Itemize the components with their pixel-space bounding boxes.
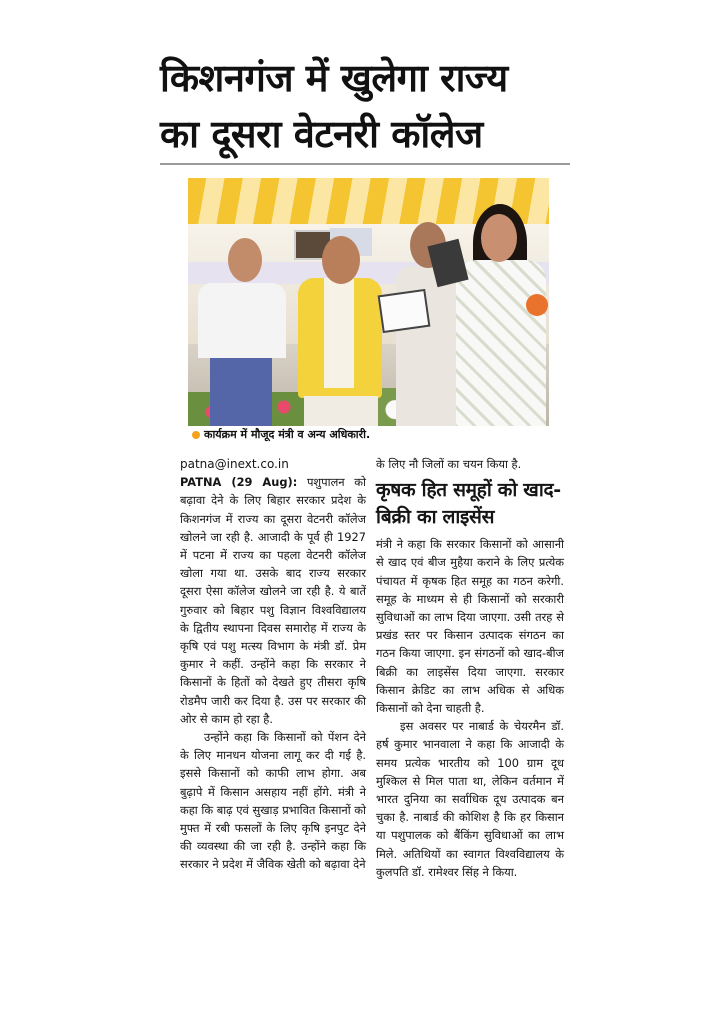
byline-email: patna@inext.co.in (180, 457, 289, 471)
headline-line-2: का दूसरा वेटनरी कॉलेज (160, 112, 483, 156)
person-1-head (228, 238, 262, 282)
person-2-head (322, 236, 360, 284)
dateline: PATNA (29 Aug): (180, 475, 298, 490)
article-paragraph-3: मंत्री ने कहा कि सरकार किसानों को आसानी से खाद एवं बीज मुहैया कराने के लिए प्रत्येक पंचायत में कृषक हित समूह का गठन करेगी. समूह के माध्यम से ही किसानों को सरकारी सुविधाओं का लाभ दिया जाएगा. उसी तरह से प्रखंड स्तर पर किसान उत्पादक संगठन का गठन किया जाएगा. इन संगठनों को खाद-बीज बिक्री का लाइसेंस दिया जाएगा. सरकार किसान क्रेडिट का लाभ अधिक से अधिक किसानों को देना चाहती है. (376, 537, 564, 716)
article-paragraph-4: इस अवसर पर नाबार्ड के चेयरमैन डॉ. हर्ष कुमार भानवाला ने कहा कि आजादी के समय प्रत्येक भारतीय को 100 ग्राम दूध मुश्किल से मिल पाता था, लेकिन वर्तमान में भारत दुनिया का सर्वाधिक दूध उत्पादक बन चुका है. नाबार्ड की कोशिश है कि हर किसान या पशुपालक को बैंकिंग सुविधाओं का लाभ मिले. अतिथियों का स्वागत विश्वविद्यालय के कुलपति डॉ. रामेश्वर सिंह ने किया. (376, 719, 564, 879)
headline-divider (160, 163, 570, 165)
article-column-left (180, 455, 366, 874)
article-paragraph-1-text: पशुपालन को बढ़ावा देने के लिए बिहार सरकार प्रदेश के किशनगंज में राज्य का दूसरा वेटनरी कॉलेज खोलने जा रही है. आजादी के पूर्व ही 1927 में पटना में राज्य का पहला वेटनरी कॉलेज खोला गया था. उसके बाद राज्य सरकार दूसरा ऐसा कॉलेज खोलने जा रही है. ये बातें गुरुवार को बिहार पशु विज्ञान विश्वविद्यालय के द्वितीय स्थापना दिवस समारोह में राज्य के कृषि एवं पशु मत्स्य विभाग के मंत्री डॉ. प्रेम कुमार ने कहीं. उन्होंने कहा कि सरकार ने किसानों के हितों को देखते हुए तीसरा कृषि रोडमैप जारी कर दिया है. उस पर सरकार की ओर से काम हो रहा है. (180, 475, 366, 726)
article-paragraph-1 (180, 473, 366, 728)
photo-caption (188, 426, 549, 444)
person-2-scarf (324, 278, 354, 388)
photo-badge (526, 294, 548, 316)
article-column-right (376, 455, 564, 881)
article-paragraph-2: उन्होंने कहा कि किसानों को पेंशन देने के लिए मानधन योजना लागू कर दी गई है. इससे किसानों को काफी लाभ होगा. अब बुढ़ापे में किसान असहाय नहीं होंगे. मंत्री ने कहा कि बाढ़ एवं सुखाड़ प्रभावित किसानों को मुफ्त में रबी फसलों के लिए कृषि इनपुट देने की व्यवस्था की जा रही है. उन्होंने कहा कि सरकार ने प्रदेश में जैविक खेती को बढ़ावा देने (180, 730, 366, 872)
person-1-shirt (198, 283, 286, 358)
certificate (378, 289, 431, 333)
caption-bullet-icon (192, 431, 200, 439)
headline (160, 50, 570, 162)
article-continuation: के लिए नौ जिलों का चयन किया है. (376, 457, 522, 471)
person-4-head (481, 214, 517, 262)
person-4-saree (456, 260, 546, 442)
headline-line-1: किशनगंज में खुलेगा राज्य (160, 56, 508, 100)
news-photo (188, 178, 549, 442)
subheading: कृषक हित समूहों को खाद-बिक्री का लाइसेंस (376, 479, 561, 529)
photo-caption-text: कार्यक्रम में मौजूद मंत्री व अन्य अधिकारी. (204, 428, 371, 441)
